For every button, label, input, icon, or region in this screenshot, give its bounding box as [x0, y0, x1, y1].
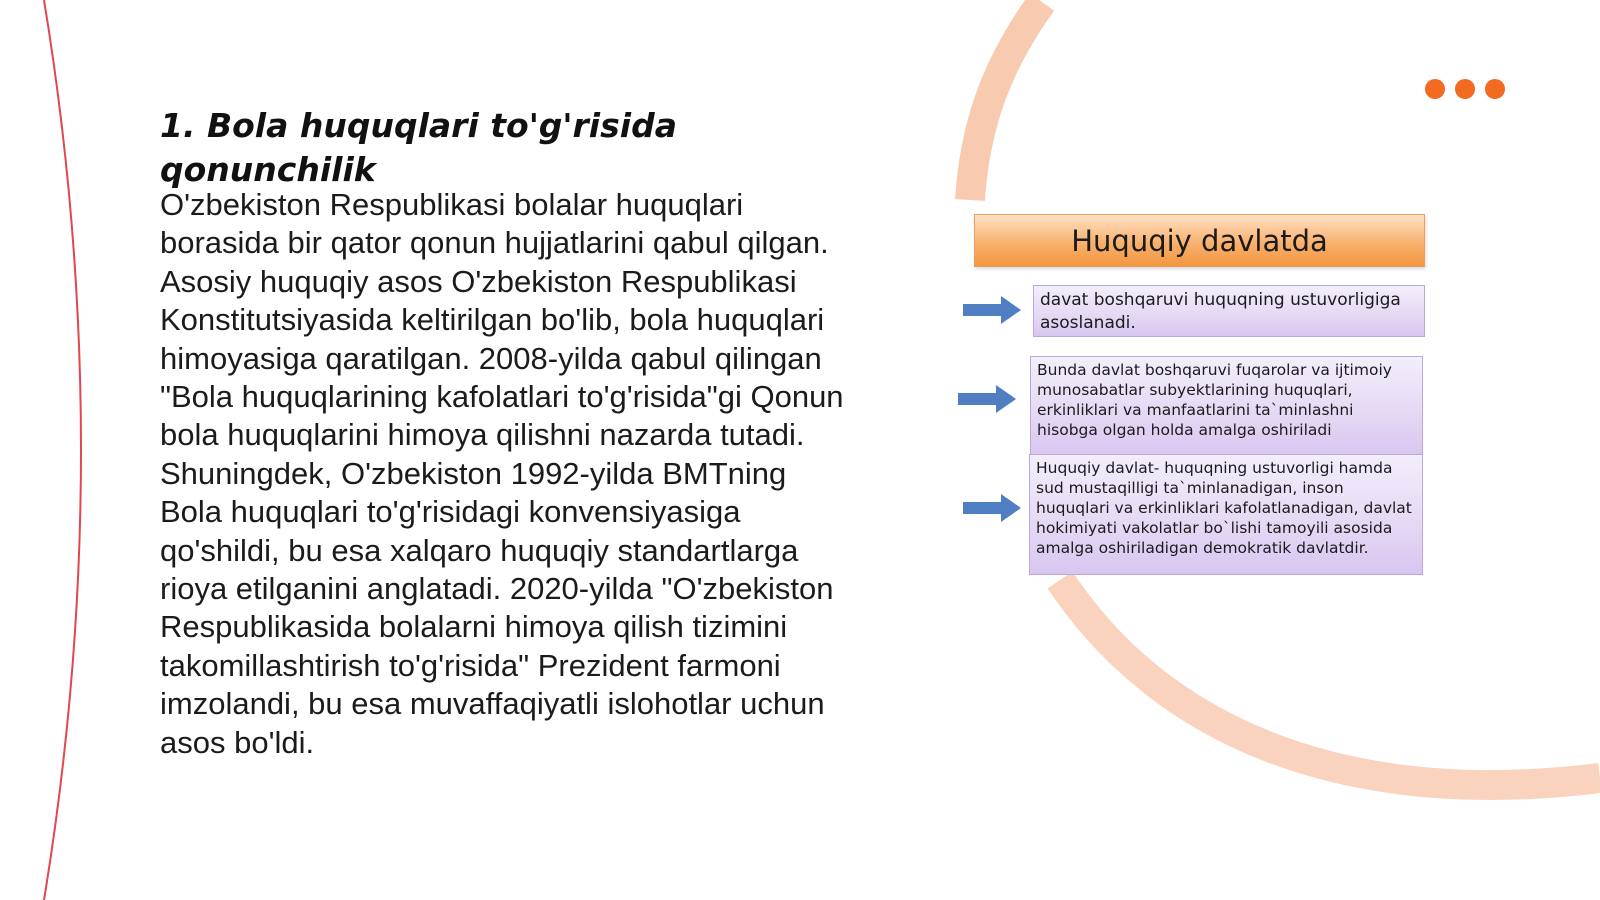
diagram-item-1: davat boshqaruvi huquqning ustuvorligiga asoslanadi.	[1033, 285, 1425, 337]
right-arrow-icon	[963, 294, 1023, 326]
right-arrow-icon	[958, 383, 1018, 415]
decorative-arc-lower	[1060, 580, 1600, 785]
slide-title: 1. Bola huquqlari to'g'risida qonunchilik	[160, 106, 677, 189]
slide-body-text: O'zbekiston Respublikasi bolalar huquqlari borasida bir qator qonun hujjatlarini qabul qilgan. Asosiy huquqiy asos O'zbekiston Respublikasi Konstitutsiyasida keltirilgan bo'lib, bola huquqlari himoyasiga qaratilgan. 2008-yilda qabul qilingan "Bola huquqlarining kafolatlari to'g'risida"gi Qonun bola huquqlarini himoya qilishni nazarda tutadi. Shuningdek, O'zbekiston 1992-yilda BMTning Bola huquqlari to'g'risidagi konvensiyasiga qo'shildi, bu esa xalqaro huquqiy standartlarga rioya etilganini anglatadi. 2020-yilda "O'zbekiston Respublikasida bolalarni himoya qilish tizimini takomillashtirish to'g'risida" Prezident farmoni imzolandi, bu esa muvaffaqiyatli islohotlar uchun asos bo'ldi.	[160, 187, 844, 760]
diagram-item-3: Huquqiy davlat- huquqning ustuvorligi hamda sud mustaqilligi ta`minlanadigan, inson huquqlari va erkinliklari kafolatlanadigan, davlat hokimiyati vakolatlar bo`lishi tamoyili asosida amalga oshiriladigan demokratik davlatdir.	[1029, 454, 1423, 575]
left-accent-line	[44, 0, 81, 900]
diagram-header: Huquqiy davlatda	[974, 214, 1425, 267]
dot-icon	[1485, 79, 1505, 99]
right-arrow-icon	[963, 492, 1023, 524]
diagram-item-2: Bunda davlat boshqaruvi fuqarolar va ijtimoiy munosabatlar subyektlarining huquqlari, erkinliklari va manfaatlarini ta`minlashni hisobga olgan holda amalga oshiriladi	[1030, 356, 1423, 456]
decorative-arc	[970, 2, 1042, 200]
dot-icon	[1425, 79, 1445, 99]
dot-icon	[1455, 79, 1475, 99]
three-dots-icon	[1425, 79, 1505, 99]
